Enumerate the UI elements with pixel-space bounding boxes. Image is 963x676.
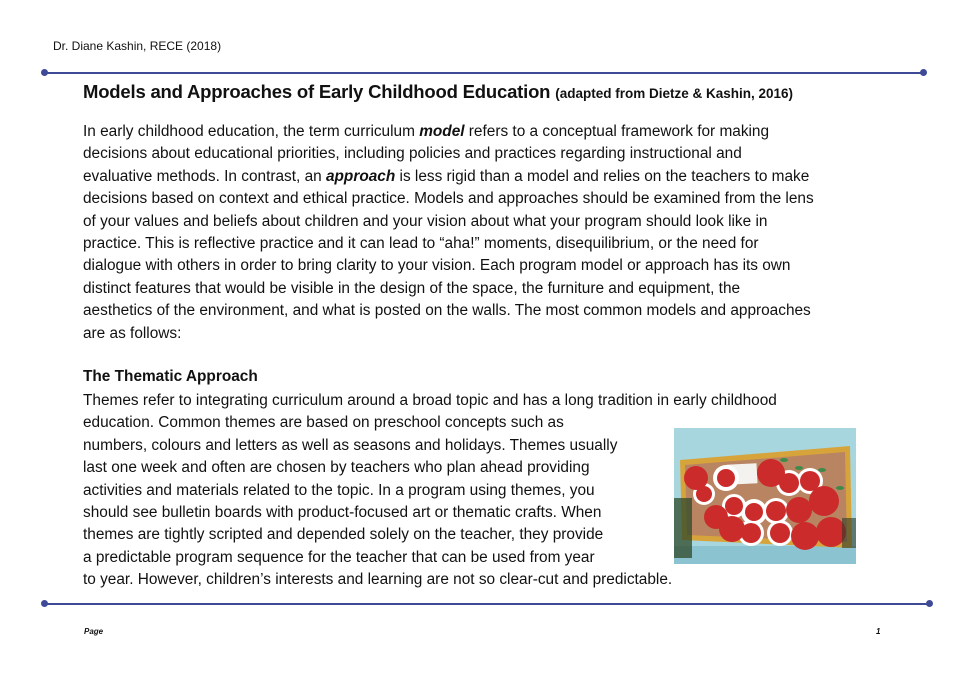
text-run: distinct features that would be visible in the design of the space, the furniture and equipment, the (83, 279, 741, 297)
text-run: decisions based on context and ethical practice. Models and approaches should be examined from the lens (83, 190, 814, 208)
thematic-line: activities and materials related to the topic. In a program using themes, you (83, 481, 595, 499)
emphasis-model: model (419, 123, 465, 140)
page-title-source: (adapted from Dietze & Kashin, 2016) (555, 86, 794, 101)
top-rule-left-dot (41, 69, 48, 76)
thematic-line: a predictable program sequence for the teacher that can be used from year (83, 548, 595, 566)
intro-line (83, 143, 883, 165)
header-author: Dr. Diane Kashin, RECE (2018) (53, 39, 222, 53)
thematic-line: last one week and often are chosen by teachers who plan ahead providing (83, 459, 590, 477)
text-run: refers to a conceptual framework for making (464, 123, 770, 140)
top-rule (44, 72, 924, 74)
text-run: decisions about educational priorities, including policies and practices regarding instructional and (83, 145, 742, 163)
top-rule-right-dot (920, 69, 927, 76)
intro-line (83, 323, 883, 345)
thematic-line: education. Common themes are based on preschool concepts such as (83, 414, 564, 432)
intro-line (83, 188, 883, 210)
footer-page-number: 1 (876, 627, 881, 636)
text-run: dialogue with others in order to bring clarity to your vision. Each program model or approach has its own (83, 257, 791, 275)
bottom-rule-left-dot (41, 600, 48, 607)
text-run: practice. This is reflective practice and it can lead to “aha!” moments, disequilibrium, or the need for (83, 234, 759, 252)
intro-line (83, 166, 883, 188)
text-run: evaluative methods. In contrast, an (83, 167, 326, 185)
thematic-line: Themes refer to integrating curriculum around a broad topic and has a long tradition in early childhood (83, 392, 777, 409)
text-run: In early childhood education, the term curriculum (83, 123, 420, 140)
bulletin-board-image (674, 428, 856, 564)
bulletin-board-photo (674, 428, 856, 564)
bottom-rule-right-dot (926, 600, 933, 607)
section-heading: The Thematic Approach (83, 368, 258, 385)
emphasis-approach: approach (325, 167, 396, 185)
intro-paragraph (83, 121, 883, 345)
intro-line (83, 255, 883, 277)
intro-line (83, 121, 883, 143)
text-run: are as follows: (83, 324, 182, 342)
intro-line (83, 233, 883, 255)
intro-line (83, 300, 883, 322)
page-title (83, 81, 793, 103)
thematic-line: to year. However, children’s interests and learning are not so clear-cut and predictable. (83, 571, 673, 589)
intro-line (83, 278, 883, 300)
thematic-line: themes are tightly scripted and depended solely on the teacher, they provide (83, 526, 604, 544)
intro-line (83, 211, 883, 233)
footer-page-label: Page (84, 627, 104, 636)
text-run: of your values and beliefs about children and your vision about what your program should look like in (83, 212, 768, 230)
bottom-rule (44, 603, 930, 605)
thematic-line: should see bulletin boards with product-focused art or thematic crafts. When (83, 503, 602, 521)
thematic-line: numbers, colours and letters as well as seasons and holidays. Themes usually (83, 436, 618, 454)
text-run: is less rigid than a model and relies on the teachers to make (395, 167, 810, 185)
text-run: aesthetics of the environment, and what is posted on the walls. The most common models and approaches (83, 302, 811, 320)
page-title-main: Models and Approaches of Early Childhood Education (83, 81, 551, 102)
